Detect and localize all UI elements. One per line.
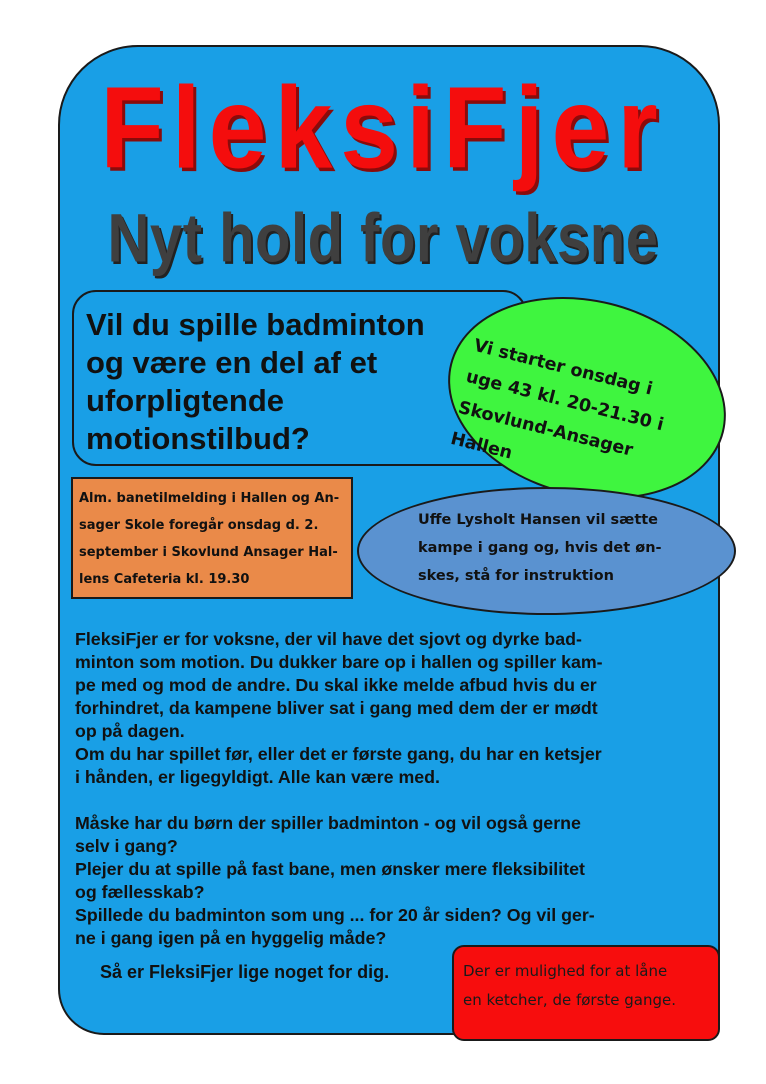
start-info-text: Vi starter onsdag i uge 43 kl. 20-21.30 i Skovlund-Ansager Hallen (448, 335, 666, 464)
closing-text: Så er FleksiFjer lige noget for dig. (100, 962, 390, 982)
registration-text: Alm. banetilmelding i Hallen og An- sager Skole foregår onsdag d. 2. september i Skovlund Ansager Hal- lens Cafeteria kl. 19.30 (79, 491, 340, 587)
body-text: FleksiFjer er for voksne, der vil have det sjovt og dyrke bad- minton som motion. Du dukker bare op i hallen og spiller kam- pe med og mod de andre. Du skal ikke melde afbud hvis du er forhindret, da kampene bliver sat i gang med dem der er mødt op på dagen. Om du har spillet før, eller det er første gang, du har en ketsjer i hånden, er ligegyldigt. Alle kan være med. Måske har du børn der spiller badminton - og vil også gerne selv i gang? Plejer du at spille på fast bane, men ønsker mere fleksibilitet og fællesskab? Spillede du badminton som ung ... for 20 år siden? Og vil ger- ne i gang igen på en hyggelig måde? (75, 629, 603, 948)
question-text: Vil du spille badminton og være en del af et uforpligtende motionstilbud? (86, 307, 425, 456)
poster-subtitle: Nyt hold for voksne (107, 200, 659, 277)
racket-note-text: Der er mulighed for at låne en ketcher, de første gange. (463, 962, 677, 1009)
poster-title: FleksiFjer (100, 63, 666, 194)
instructor-text: Uffe Lysholt Hansen vil sætte kampe i gang og, hvis det øn- skes, stå for instruktion (418, 512, 662, 584)
